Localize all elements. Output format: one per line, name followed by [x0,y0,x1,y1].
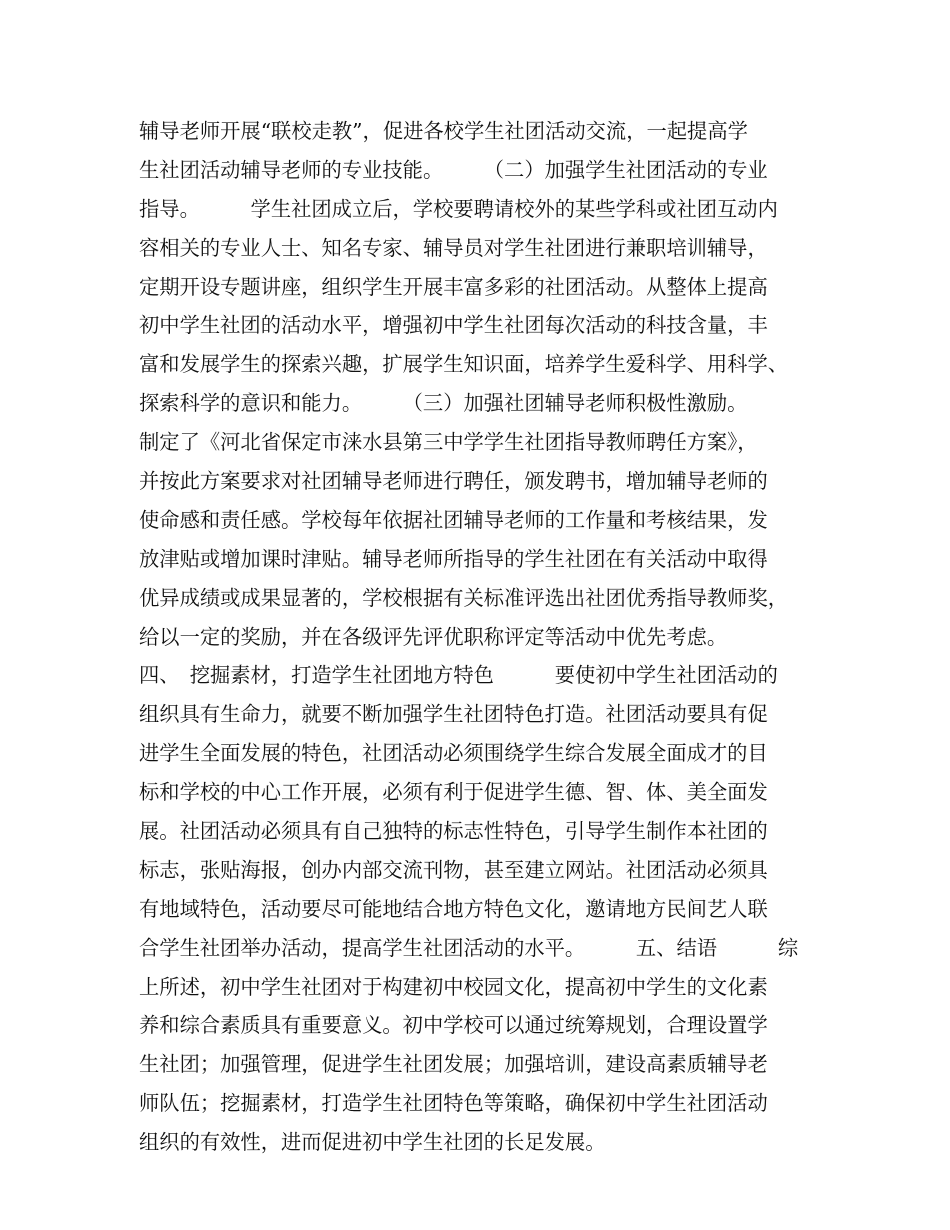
text-line: 放津贴或增加课时津贴。辅导老师所指导的学生社团在有关活动中取得 [139,546,768,571]
text-line: 使命感和责任感。学校每年依据社团辅导老师的工作量和考核结果，发 [139,507,768,532]
text-line: 制定了《河北省保定市涞水县第三中学学生社团指导教师聘任方案》， [139,430,758,455]
text-line: 辅导老师开展“联校走教”，促进各校学生社团活动交流，一起提高学 [139,119,748,143]
text-line: 指导。 学生社团成立后，学校要聘请校外的某些学科或社团互动内 [139,196,778,221]
text-line: 初中学生社团的活动水平，增强初中学生社团每次活动的科技含量，丰 [139,313,768,338]
text-line: 师队伍；挖掘素材，打造学生社团特色等策略，确保初中学生社团活动 [139,1091,768,1116]
text-line: 探索科学的意识和能力。 （三）加强社团辅导老师积极性激励。 [139,391,748,416]
text-line: 优异成绩或成果显著的，学校根据有关标准评选出社团优秀指导教师奖， [139,585,789,610]
text-line: 组织的有效性，进而促进初中学生社团的长足发展。 [139,1130,606,1155]
text-line: 四、 挖掘素材，打造学生社团地方特色 要使初中学生社团活动的 [139,663,778,688]
text-line: 标志，张贴海报，创办内部交流刊物，甚至建立网站。社团活动必须具 [139,857,768,882]
text-line: 富和发展学生的探索兴趣，扩展学生知识面，培养学生爱科学、用科学、 [139,352,789,377]
text-line: 标和学校的中心工作开展，必须有利于促进学生德、智、体、美全面发 [139,780,768,805]
text-line: 组织具有生命力，就要不断加强学生社团特色打造。社团活动要具有促 [139,702,768,727]
text-line: 养和综合素质具有重要意义。初中学校可以通过统筹规划，合理设置学 [139,1013,768,1038]
text-line: 进学生全面发展的特色，社团活动必须围绕学生综合发展全面成才的目 [139,741,768,766]
text-line: 并按此方案要求对社团辅导老师进行聘任，颁发聘书，增加辅导老师的 [139,469,768,494]
text-line: 展。社团活动必须具有自己独特的标志性特色，引导学生制作本社团的 [139,819,768,844]
text-line: 生社团；加强管理，促进学生社团发展；加强培训，建设高素质辅导老 [139,1052,768,1077]
body-text [139,112,839,1162]
text-line: 有地域特色，活动要尽可能地结合地方特色文化，邀请地方民间艺人联 [139,896,768,921]
text-line: 生社团活动辅导老师的专业技能。 （二）加强学生社团活动的专业 [139,157,768,182]
text-line: 合学生社团举办活动，提高学生社团活动的水平。 五、结语 综 [139,935,799,960]
text-line: 定期开设专题讲座，组织学生开展丰富多彩的社团活动。从整体上提高 [139,274,768,299]
text-line: 给以一定的奖励，并在各级评先评优职称评定等活动中优先考虑。 [139,624,728,649]
text-line: 上所述，初中学生社团对于构建初中校园文化，提高初中学生的文化素 [139,974,768,999]
text-line: 容相关的专业人士、知名专家、辅导员对学生社团进行兼职培训辅导， [139,235,768,260]
